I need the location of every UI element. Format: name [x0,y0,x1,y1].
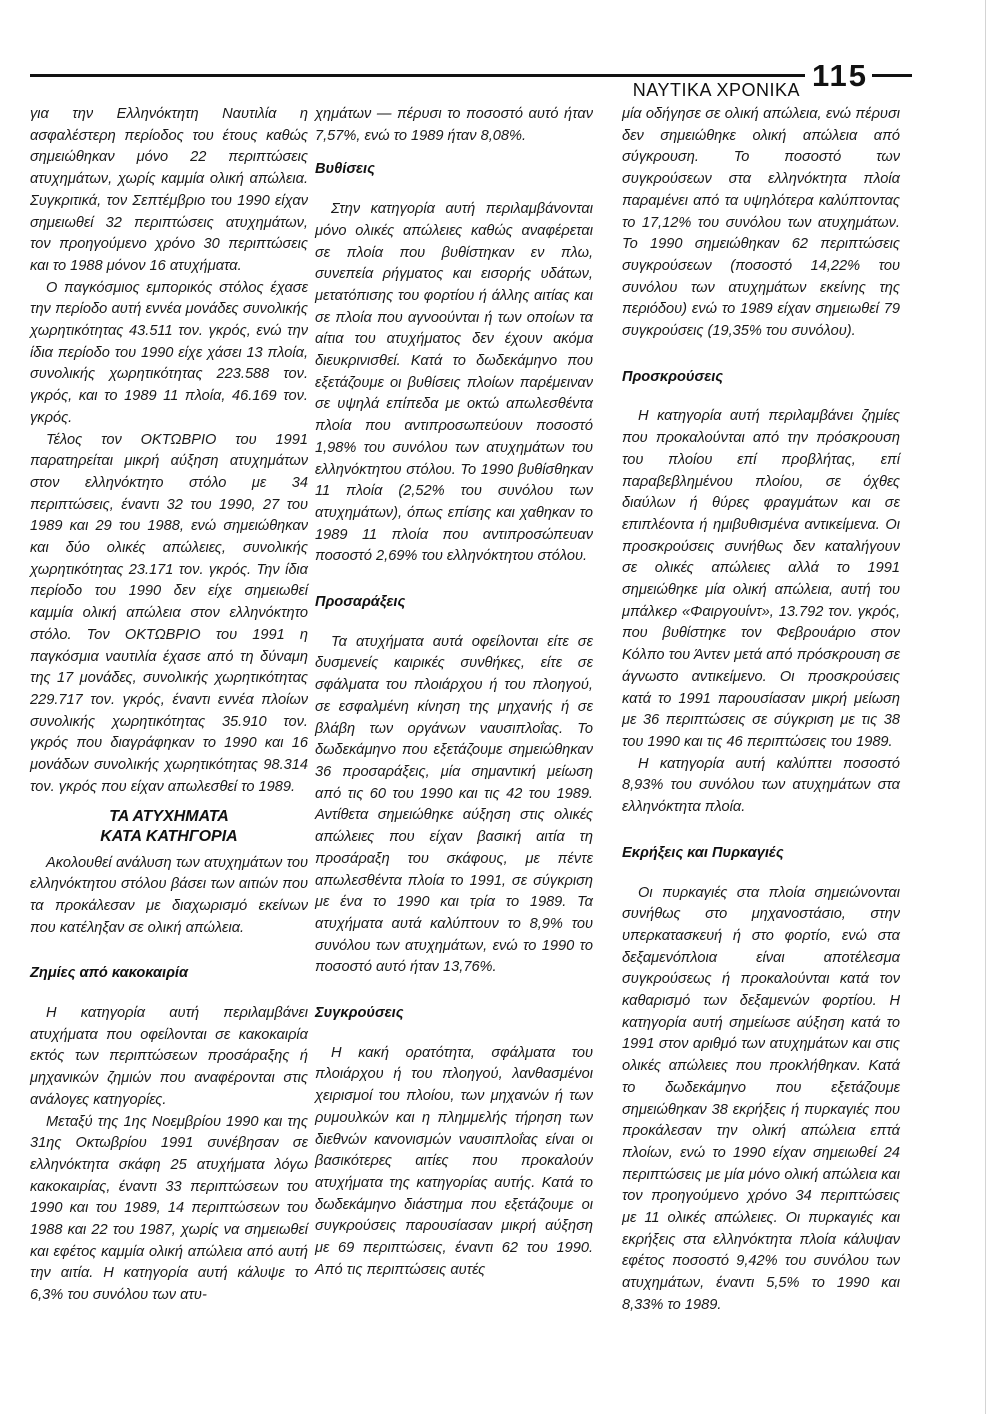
section-heading-sinkings: Βυθίσεις [315,161,375,178]
section-heading-weather-damage: Ζημίες από κακοκαιρία [30,965,189,982]
paragraph: Στην κατηγορία αυτή περιλαμβάνονται μόνο ολικές απώλειες καθώς αναφέρεται σε πλοία που βυθίστηκαν εν πλω, συνεπεία ρήγματος και εισορής υδάτων, μετατόπισης του φορτίου ή άλλης αιτίας και σε πλοία που αγνοούνται ή των οποίων τα αίτια του ατυχήματος δεν έχουν ακόμα διευκρινισθεί. Κατά το δωδεκάμηνο που εξετάζουμε οι βυθίσεις πλοίων παρέμειναν σε υψηλά επίπεδα με οκτώ απωλεσθέντα πλοία που αντιπροσωπεύουν ποσοστό 1,98% του συνόλου των ατυχημάτων του ελληνόκτητου στόλου. Το 1990 βυθίσθηκαν 11 πλοία (2,52% του συνόλου των ατυχημάτων), όπως επίσης και χαθηκαν το 1989 11 πλοία που αντιπροσώπευαν ποσοστό 2,69% του ελληνόκτητου στόλου. [315,201,593,565]
paragraph: Ο παγκόσμιος εμπορικός στόλος έχασε την περίοδο αυτή εννέα μονάδες συνολικής χωρητικότητας 43.511 τον. γκρός, ενώ την ίδια περίοδο του 1990 είχε χάσει 13 πλοία, συνολικής χωρητικότητας 223.588 τον. γκρός, και το 1989 11 πλοία, 46.169 τον. γκρός. [30,279,308,426]
chapter-title [30,807,308,847]
column-2 [315,104,593,1281]
paragraph: Οι πυρκαγιές στα πλοία σημειώνονται συνήθως στο μηχανοστάσιο, στην υπερκατασκευή ή στο φορτίο, ενώ στα δεξαμενόπλοια είναι αποτέλεσμα συγκρούσεως ή προκαλούνται κατά τον καθαρισμό των δεξαμενών φορτίου. Η κατηγορία αυτή σημείωσε αύξηση κατά το 1991 στον αριθμό των ατυχημάτων και στις ολικές απώλειες που προκλήθηκαν. Κατά το δωδεκάμηνο που εξετάζουμε σημειώθηκαν 38 εκρήξεις ή πυρκαγιές που προκάλεσαν την ολική απώλεια επτά πλοίων, ενώ το 1990 είχαν σημειωθεί 24 περιπτώσεις με μία μόνο ολική απώλεια και τον προηγούμενο χρόνο 34 περιπτώσεις με 11 ολικές απώλειες. Οι πυρκαγιές και εκρήξεις στα ελληνόκτητα πλοία κάλυψαν εφέτος ποσοστό 9,42% του συνόλου των ατυχημάτων, έναντι 5,5% το 1990 και 8,33% το 1989. [622,884,900,1313]
paragraph: Η κατηγορία αυτή περιλαμβάνει ατυχήματα που οφείλονται σε κακοκαιρία εκτός των περιπτώσεων προσάραξης ή μηχανικών ζημιών που αναφέρονται στις ανάλογες κατηγορίες. [30,1005,308,1108]
chapter-title-line: ΤΑ ΑΤΥΧΗΜΑΤΑ [109,807,229,825]
paragraph: Η κατηγορία αυτή καλύπτει ποσοστό 8,93% του συνόλου των ατυχημάτων στα ελληνόκτητα πλοία. [622,755,900,816]
paragraph: για την Ελληνόκτητη Ναυτιλία η ασφαλέστερη περίοδος του έτους καθώς σημειώθηκαν μόνο 22 περιπτώσεις ατυχημάτων, χωρίς καμμία ολική απώλεια. Συγκριτικά, τον Σεπτέμβριο του 1990 είχαν σημειωθεί 32 περιπτώσεις ατυχημάτων, τον προηγούμενο χρόνο 30 περιπτώσεις και το 1988 μόνον 16 ατυχήματα. [30,106,308,274]
section-heading-fires: Εκρήξεις και Πυρκαγιές [622,844,784,861]
paragraph: Μεταξύ της 1ης Νοεμβρίου 1990 και της 31ης Οκτωβρίου 1991 συνέβησαν σε ελληνόκτητα σκάφη 25 ατυχήματα λόγω κακοκαιρίας, έναντι 33 περιπτώσεων του 1990 και του 1989, 14 περιπτώσεων του 1988 και 22 του 1987, χωρίς να σημειωθεί και εφέτος καμμία ολική απώλεια από αυτή την αιτία. Η κατηγορία αυτή κάλυψε το 6,3% του συνόλου των ατυ- [30,1113,308,1304]
paragraph: χημάτων — πέρυσι το ποσοστό αυτό ήταν 7,57%, ενώ το 1989 ήταν 8,08%. [315,106,593,144]
paragraph: μία οδήγησε σε ολική απώλεια, ενώ πέρυσι δεν σημειώθηκε ολική απώλεια από σύγκρουση. Το ποσοστό των συγκρούσεων στα ελληνόκτητα πλοία παραμένει από τα υψηλότερα καλύπτοντας το 17,12% του συνόλου των ατυχημάτων. Το 1990 σημειώθηκαν 62 περιπτώσεις συγκρούσεων (ποσοστό 14,22% του συνόλου των ατυχημάτων εκείνης της περιόδου) ενώ το 1989 είχαν σημειωθεί 79 συγκρούσεις (19,35% του συνόλου). [622,106,900,340]
paragraph: Η κατηγορία αυτή περιλαμβάνει ζημίες που προκαλούνται από την πρόσκρουση του πλοίου επί προβλήτας, επί παραβεβλημένου πλοίου, σε όχθες διαύλων ή θύρες φραγμάτων και σε επιπλέοντα ή ημιβυθισμένα αντικείμενα. Οι προσκρούσεις συνήθως δεν καταλήγουν σε ολικές απώλειες αλλά το 1991 σημειώθηκε μία ολική απώλεια, αυτή του μπάλκερ «Φαιργουίντ», 13.792 τον. γκρός, που βυθίστηκε τον Φεβρουάριο στον Κόλπο του Άντεν μετά από πρόσκρουση σε άγνωστο αντικείμενο. Οι προσκρούσεις κατά το 1991 παρουσίασαν μικρή μείωση με 36 περιπτώσεις σε σύγκριση με τις 38 του 1990 και τις 46 περιπτώσεις του 1989. [622,408,900,750]
paragraph: Η κακή ορατότητα, σφάλματα του πλοιάρχου ή του πλοηγού, λανθασμένοι χειρισμοί του πλοίου, των μηχανών ή των ρυμουλκών και η πλημμελής τήρηση των διεθνών κανονισμών ναυσιπλοΐας είναι οι βασικότερες αιτίες που προκαλούν ατυχήματα της κατηγορίας αυτής. Κατά το δωδεκάμηνο διάστημα που εξετάζουμε οι συγκρούσεις παρουσίασαν μικρή αύξηση με 69 περιπτώσεις, έναντι 62 του 1990. Από τις περιπτώσεις αυτές [315,1044,593,1278]
column-1 [30,104,308,1307]
section-heading-collisions: Συγκρούσεις [315,1005,404,1022]
header-rule-left [30,74,805,77]
journal-title: ΝΑΥΤΙΚΑ ΧΡΟΝΙΚΑ [632,80,800,100]
chapter-title-line: ΚΑΤΑ ΚΑΤΗΓΟΡΙΑ [100,827,238,845]
page-edge-line [985,0,986,1414]
header-rule-right [872,74,912,77]
section-heading-strikings: Προσκρούσεις [622,368,724,385]
paragraph: Τέλος τον ΟΚΤΩΒΡΙΟ του 1991 παρατηρείται μικρή αύξηση ατυχημάτων στον ελληνόκτητο στόλο με 34 περιπτώσεις, έναντι 32 του 1990, 27 του 1989 και 29 του 1988, ενώ σημειώθηκαν και δύο ολικές απώλειες, συνολικής χωρητικότητας 23.171 τον. γκρός. Την ίδια περίοδο του 1990 δεν είχε σημειωθεί καμμία ολική απώλεια στον ελληνόκτητο στόλο. Τον ΟΚΤΩΒΡΙΟ του 1991 η παγκόσμια ναυτιλία έχασε από τη δύναμη της 17 μονάδες, συνολικής χωρητικότητας 229.717 τον. γκρός, έναντι εννέα πλοίων συνολικής χωρητικότητας 35.910 τον. γκρός που διαγράφηκαν το 1990 και 16 μονάδων συνολικής χωρητικότητας 98.314 τον. γκρός που είχαν απωλεσθεί το 1989. [30,431,308,795]
paragraph: Ακολουθεί ανάλυση των ατυχημάτων του ελληνόκτητου στόλου βάσει των αιτιών που τα προκάλεσαν με διαχωρισμό εκείνων που κατέληξαν σε ολική απώλεια. [30,854,308,936]
column-3 [622,104,900,1317]
paragraph: Τα ατυχήματα αυτά οφείλονται είτε σε δυσμενείς καιρικές συνθήκες, είτε σε σφάλματα του πλοιάρχου ή του πλοηγού, σε εσφαλμένη κίνηση της μηχανής ή σε βλάβη των οργάνων ναυσιπλοΐας. Το δωδεκάμηνο που εξετάζουμε σημειώθηκαν 36 προσαράξεις, μία σημαντική μείωση από τις 60 του 1990 και τις 42 του 1989. Αντίθετα σημειώθηκε αύξηση στις ολικές απώλειες που είχαν βασική αιτία τη προσάραξη του σκάφους, με πέντε απωλεσθέντα πλοία το 1991, σε σύγκριση με ένα το 1990 και τρία το 1989. Τα ατυχήματα αυτά καλύπτουν το 8,9% του συνόλου των ατυχημάτων, ενώ το 1990 το ποσοστό αυτό ήταν 13,76%. [315,633,593,976]
section-heading-groundings: Προσαράξεις [315,594,406,611]
page-number: 115 [811,58,868,93]
